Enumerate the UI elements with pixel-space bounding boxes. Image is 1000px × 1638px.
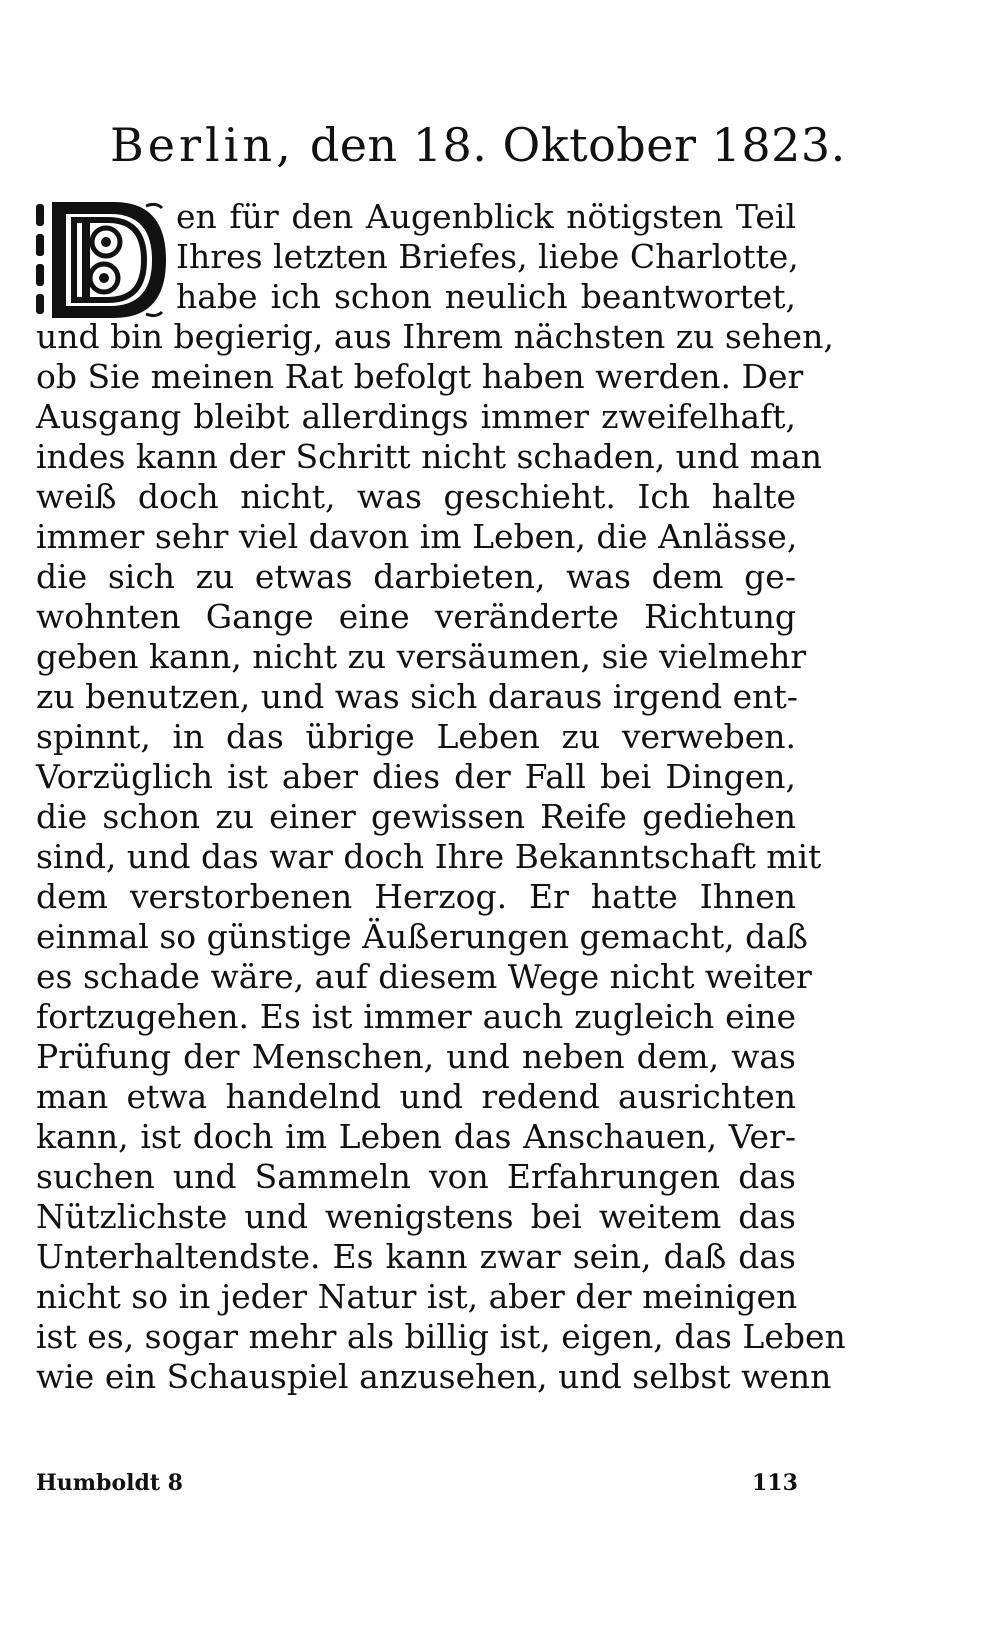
text-line: man etwa handelnd und redend ausrichten: [36, 1077, 796, 1116]
text-line: Nützlichste und wenigstens bei weitem das: [36, 1197, 796, 1236]
text-line: sind, und das war doch Ihre Bekanntschaft mit: [36, 837, 822, 876]
ornamental-initial-icon: [34, 198, 170, 322]
letter-heading: [110, 118, 846, 172]
text-line: es schade wäre, auf diesem Wege nicht weiter: [36, 957, 812, 996]
text-line: die sich zu etwas darbieten, was dem ge-: [36, 557, 796, 596]
footer-signature: Humboldt 8: [36, 1470, 183, 1496]
decorative-initial-d: [34, 198, 170, 322]
text-line: einmal so günstige Äußerungen gemacht, daß: [36, 917, 808, 956]
text-line: Ausgang bleibt allerdings immer zweifelhaft,: [36, 397, 796, 436]
text-line: dem verstorbenen Herzog. Er hatte Ihnen: [36, 877, 796, 916]
text-line: en für den Augenblick nötigsten Teil: [176, 197, 796, 236]
text-line: weiß doch nicht, was geschieht. Ich halte: [36, 477, 796, 516]
text-line: fortzugehen. Es ist immer auch zugleich eine: [36, 997, 796, 1036]
text-line: kann, ist doch im Leben das Anschauen, Ver-: [36, 1117, 796, 1156]
text-line: Ihres letzten Briefes, liebe Charlotte,: [176, 237, 799, 276]
text-line: immer sehr viel davon im Leben, die Anlässe,: [36, 517, 798, 556]
text-line: zu benutzen, und was sich daraus irgend ent-: [36, 677, 798, 716]
text-line: nicht so in jeder Natur ist, aber der meinigen: [36, 1277, 798, 1316]
text-line: ist es, sogar mehr als billig ist, eigen, das Leben: [36, 1317, 846, 1356]
page-number: 113: [752, 1470, 798, 1496]
text-line: habe ich schon neulich beantwortet,: [176, 277, 796, 316]
text-line: spinnt, in das übrige Leben zu verweben.: [36, 717, 796, 756]
text-line: ob Sie meinen Rat befolgt haben werden. Der: [36, 357, 804, 396]
text-line: Prüfung der Menschen, und neben dem, was: [36, 1037, 796, 1076]
text-line: und bin begierig, aus Ihrem nächsten zu sehen,: [36, 317, 834, 356]
heading-date: den 18. Oktober 1823.: [309, 118, 846, 172]
heading-place: Berlin,: [110, 118, 295, 172]
text-line: wie ein Schauspiel anzusehen, und selbst wenn: [36, 1357, 832, 1396]
text-line: wohnten Gange eine veränderte Richtung: [36, 597, 796, 636]
text-line: Vorzüglich ist aber dies der Fall bei Dingen,: [36, 757, 796, 796]
text-line: suchen und Sammeln von Erfahrungen das: [36, 1157, 796, 1196]
text-line: die schon zu einer gewissen Reife gediehen: [36, 797, 796, 836]
text-line: geben kann, nicht zu versäumen, sie vielmehr: [36, 637, 807, 676]
text-line: indes kann der Schritt nicht schaden, und man: [36, 437, 823, 476]
text-line: Unterhaltendste. Es kann zwar sein, daß das: [36, 1237, 796, 1276]
